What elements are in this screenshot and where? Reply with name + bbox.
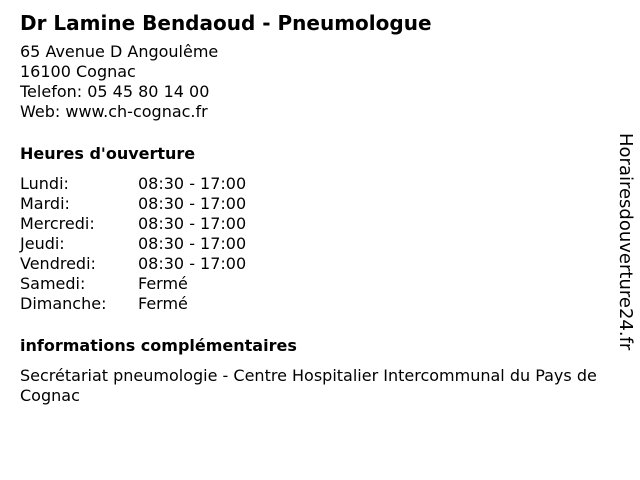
hours-row-tuesday bbox=[20, 194, 610, 214]
hours-row-saturday bbox=[20, 274, 610, 294]
address-city: 16100 Cognac bbox=[20, 62, 136, 81]
info-section-title: informations complémentaires bbox=[20, 336, 297, 355]
address-phone: Telefon: 05 45 80 14 00 bbox=[20, 82, 210, 101]
hours-time: 08:30 - 17:00 bbox=[138, 194, 247, 213]
address-block bbox=[20, 42, 610, 122]
hours-day: Mercredi: bbox=[20, 214, 95, 233]
hours-time: 08:30 - 17:00 bbox=[138, 234, 247, 253]
hours-row-monday bbox=[20, 174, 610, 194]
hours-row-wednesday bbox=[20, 214, 610, 234]
hours-day: Lundi: bbox=[20, 174, 69, 193]
hours-day: Mardi: bbox=[20, 194, 70, 213]
brand-watermark: Horairesdouverture24.fr bbox=[615, 133, 636, 351]
hours-row-thursday bbox=[20, 234, 610, 254]
hours-table bbox=[20, 174, 610, 314]
hours-day: Jeudi: bbox=[20, 234, 65, 253]
hours-section-title: Heures d'ouverture bbox=[20, 144, 196, 163]
business-card bbox=[20, 10, 610, 406]
hours-row-friday bbox=[20, 254, 610, 274]
address-web: Web: www.ch-cognac.fr bbox=[20, 102, 208, 121]
hours-day: Dimanche: bbox=[20, 294, 107, 313]
info-text: Secrétariat pneumologie - Centre Hospitalier Intercommunal du Pays de Cognac bbox=[20, 366, 597, 405]
hours-time: 08:30 - 17:00 bbox=[138, 214, 247, 233]
page-title: Dr Lamine Bendaoud - Pneumologue bbox=[20, 11, 432, 35]
hours-day: Samedi: bbox=[20, 274, 86, 293]
hours-row-sunday bbox=[20, 294, 610, 314]
hours-time: Fermé bbox=[138, 274, 188, 293]
hours-time: 08:30 - 17:00 bbox=[138, 174, 247, 193]
hours-time: 08:30 - 17:00 bbox=[138, 254, 247, 273]
address-street: 65 Avenue D Angoulême bbox=[20, 42, 219, 61]
hours-time: Fermé bbox=[138, 294, 188, 313]
hours-day: Vendredi: bbox=[20, 254, 96, 273]
